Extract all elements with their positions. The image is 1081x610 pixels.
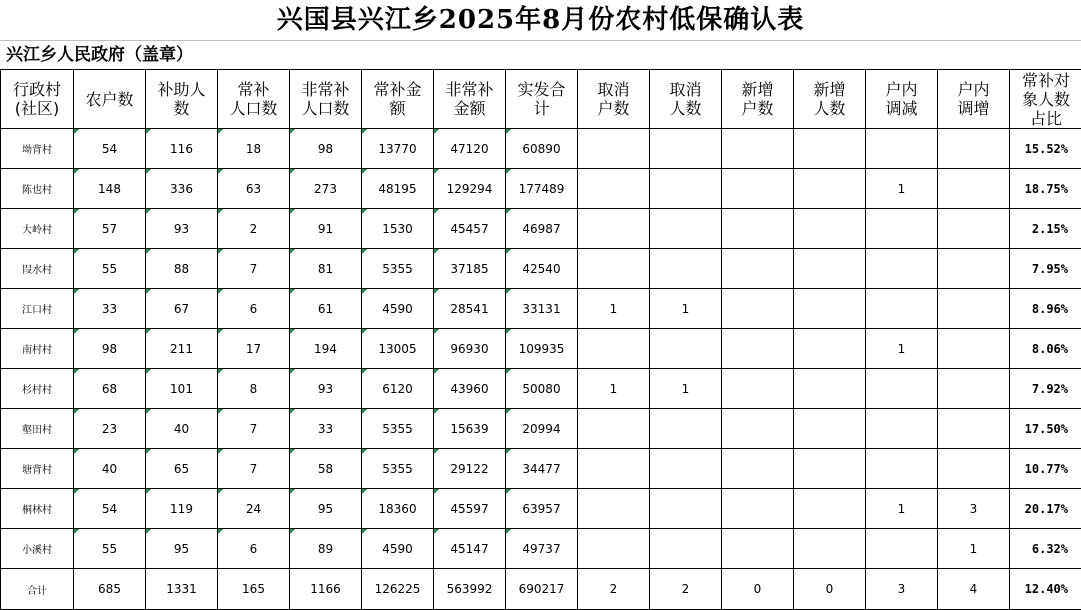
table-cell[interactable]: 690217 (506, 569, 578, 610)
table-cell[interactable]: 98 (74, 329, 146, 369)
table-cell[interactable]: 61 (290, 289, 362, 329)
table-cell[interactable]: 57 (74, 209, 146, 249)
ratio-cell[interactable]: 15.52% (1010, 129, 1081, 169)
table-cell[interactable] (866, 249, 938, 289)
total-label[interactable]: 合计 (1, 569, 74, 610)
table-cell[interactable]: 33 (74, 289, 146, 329)
table-cell[interactable] (650, 249, 722, 289)
table-cell[interactable] (722, 129, 794, 169)
table-row (1, 449, 1081, 489)
table-cell[interactable]: 5355 (362, 409, 434, 449)
table-cell[interactable]: 148 (74, 169, 146, 209)
table-cell[interactable] (794, 449, 866, 489)
ratio-cell[interactable]: 17.50% (1010, 409, 1081, 449)
table-cell[interactable] (938, 209, 1010, 249)
table-cell[interactable]: 18 (218, 129, 290, 169)
table-cell[interactable]: 50080 (506, 369, 578, 409)
table-cell[interactable]: 45597 (434, 489, 506, 529)
table-cell[interactable]: 49737 (506, 529, 578, 569)
page-title: 兴国县兴江乡2025年8月份农村低保确认表 (0, 0, 1081, 41)
table-cell[interactable]: 2 (650, 569, 722, 610)
table-cell[interactable]: 13005 (362, 329, 434, 369)
table-cell[interactable]: 1 (578, 289, 650, 329)
table-cell[interactable]: 29122 (434, 449, 506, 489)
table-cell[interactable] (938, 409, 1010, 449)
table-cell[interactable] (794, 249, 866, 289)
table-cell[interactable] (938, 249, 1010, 289)
village-name[interactable]: 坳背村 (1, 129, 74, 169)
table-row (1, 209, 1081, 249)
column-header[interactable]: 非常补 人口数 (290, 70, 362, 129)
column-header[interactable]: 非常补 金额 (434, 70, 506, 129)
table-cell[interactable] (650, 329, 722, 369)
column-header[interactable]: 户内 调减 (866, 70, 938, 129)
table-cell[interactable] (866, 529, 938, 569)
table-cell[interactable]: 563992 (434, 569, 506, 610)
table-cell[interactable]: 126225 (362, 569, 434, 610)
table-cell[interactable] (866, 369, 938, 409)
table-cell[interactable]: 54 (74, 129, 146, 169)
table-cell[interactable] (938, 289, 1010, 329)
table-cell[interactable] (866, 209, 938, 249)
ratio-cell[interactable]: 7.95% (1010, 249, 1081, 289)
table-cell[interactable]: 8 (218, 369, 290, 409)
table-cell[interactable]: 55 (74, 249, 146, 289)
table-cell[interactable]: 65 (146, 449, 218, 489)
table-cell[interactable]: 3 (866, 569, 938, 610)
table-cell[interactable]: 336 (146, 169, 218, 209)
table-cell[interactable] (650, 129, 722, 169)
table-cell[interactable] (722, 409, 794, 449)
village-name[interactable]: 桐林村 (1, 489, 74, 529)
table-cell[interactable]: 5355 (362, 249, 434, 289)
table-cell[interactable]: 81 (290, 249, 362, 289)
table-cell[interactable]: 47120 (434, 129, 506, 169)
ratio-cell[interactable]: 20.17% (1010, 489, 1081, 529)
table-cell[interactable]: 17 (218, 329, 290, 369)
table-cell[interactable]: 3 (938, 489, 1010, 529)
table-row (1, 129, 1081, 169)
column-header[interactable]: 行政村 (社区) (1, 70, 74, 129)
table-cell[interactable]: 98 (290, 129, 362, 169)
table-cell[interactable] (794, 489, 866, 529)
table-cell[interactable]: 4 (938, 569, 1010, 610)
table-cell[interactable] (722, 329, 794, 369)
ratio-cell[interactable]: 6.32% (1010, 529, 1081, 569)
table-cell[interactable]: 1 (866, 169, 938, 209)
ratio-cell[interactable]: 8.96% (1010, 289, 1081, 329)
table-cell[interactable]: 43960 (434, 369, 506, 409)
table-cell[interactable]: 273 (290, 169, 362, 209)
table-cell[interactable]: 37185 (434, 249, 506, 289)
table-cell[interactable] (650, 409, 722, 449)
table-cell[interactable]: 2 (578, 569, 650, 610)
table-cell[interactable]: 194 (290, 329, 362, 369)
table-cell[interactable] (650, 169, 722, 209)
table-cell[interactable]: 211 (146, 329, 218, 369)
table-cell[interactable]: 6 (218, 289, 290, 329)
table-cell[interactable]: 1 (650, 369, 722, 409)
table-cell[interactable]: 1 (866, 489, 938, 529)
table-row (1, 489, 1081, 529)
table-cell[interactable]: 48195 (362, 169, 434, 209)
village-name[interactable]: 南村村 (1, 329, 74, 369)
table-cell[interactable]: 45147 (434, 529, 506, 569)
table-row (1, 409, 1081, 449)
table-cell[interactable] (794, 529, 866, 569)
table-cell[interactable]: 101 (146, 369, 218, 409)
table-cell[interactable] (578, 249, 650, 289)
table-cell[interactable] (722, 369, 794, 409)
column-header[interactable]: 实发合 计 (506, 70, 578, 129)
table-cell[interactable]: 0 (722, 569, 794, 610)
table-cell[interactable]: 165 (218, 569, 290, 610)
table-cell[interactable] (794, 409, 866, 449)
column-header[interactable]: 农户数 (74, 70, 146, 129)
table-cell[interactable] (578, 449, 650, 489)
table-cell[interactable] (866, 129, 938, 169)
table-cell[interactable]: 6120 (362, 369, 434, 409)
table-cell[interactable]: 116 (146, 129, 218, 169)
table-cell[interactable] (866, 289, 938, 329)
table-cell[interactable]: 7 (218, 449, 290, 489)
table-body (1, 129, 1081, 610)
table-cell[interactable] (722, 169, 794, 209)
column-header[interactable]: 取消 户数 (578, 70, 650, 129)
village-name[interactable]: 杉村村 (1, 369, 74, 409)
table-cell[interactable]: 1166 (290, 569, 362, 610)
table-cell[interactable]: 54 (74, 489, 146, 529)
village-name[interactable]: 小溪村 (1, 529, 74, 569)
table-cell[interactable]: 2 (218, 209, 290, 249)
table-cell[interactable]: 60890 (506, 129, 578, 169)
table-cell[interactable]: 1530 (362, 209, 434, 249)
table-cell[interactable] (938, 129, 1010, 169)
column-header[interactable]: 常补 人口数 (218, 70, 290, 129)
table-cell[interactable]: 67 (146, 289, 218, 329)
village-name[interactable]: 陈也村 (1, 169, 74, 209)
table-cell[interactable]: 1 (866, 329, 938, 369)
village-name[interactable]: 大岭村 (1, 209, 74, 249)
table-cell[interactable]: 1 (650, 289, 722, 329)
table-cell[interactable]: 42540 (506, 249, 578, 289)
ratio-cell[interactable]: 2.15% (1010, 209, 1081, 249)
table-cell[interactable] (938, 169, 1010, 209)
table-cell[interactable]: 1331 (146, 569, 218, 610)
column-header[interactable]: 补助人 数 (146, 70, 218, 129)
table-cell[interactable] (722, 209, 794, 249)
table-cell[interactable]: 28541 (434, 289, 506, 329)
ratio-cell[interactable]: 8.06% (1010, 329, 1081, 369)
table-cell[interactable]: 129294 (434, 169, 506, 209)
table-cell[interactable] (650, 529, 722, 569)
table-cell[interactable] (866, 409, 938, 449)
table-cell[interactable]: 58 (290, 449, 362, 489)
ratio-cell[interactable]: 10.77% (1010, 449, 1081, 489)
table-cell[interactable] (938, 329, 1010, 369)
column-header[interactable]: 取消 人数 (650, 70, 722, 129)
table-cell[interactable]: 95 (146, 529, 218, 569)
table-cell[interactable] (578, 489, 650, 529)
table-cell[interactable] (938, 369, 1010, 409)
table-cell[interactable]: 7 (218, 249, 290, 289)
ratio-cell[interactable]: 12.40% (1010, 569, 1081, 610)
column-header[interactable]: 常补金 额 (362, 70, 434, 129)
table-cell[interactable] (794, 329, 866, 369)
table-row (1, 289, 1081, 329)
table-cell[interactable] (722, 289, 794, 329)
table-cell[interactable]: 33 (290, 409, 362, 449)
table-cell[interactable]: 119 (146, 489, 218, 529)
table-cell[interactable]: 45457 (434, 209, 506, 249)
table-cell[interactable] (722, 449, 794, 489)
table-cell[interactable]: 91 (290, 209, 362, 249)
table-cell[interactable]: 33131 (506, 289, 578, 329)
table-cell[interactable] (578, 529, 650, 569)
issuer-line: 兴江乡人民政府（盖章） (6, 45, 193, 65)
table-cell[interactable]: 7 (218, 409, 290, 449)
village-name[interactable]: 塘背村 (1, 449, 74, 489)
village-name[interactable]: 江口村 (1, 289, 74, 329)
table-cell[interactable] (650, 489, 722, 529)
column-header[interactable]: 新增 户数 (722, 70, 794, 129)
table-cell[interactable]: 0 (794, 569, 866, 610)
table-cell[interactable]: 24 (218, 489, 290, 529)
table-cell[interactable] (578, 409, 650, 449)
table-row (1, 169, 1081, 209)
table-cell[interactable] (938, 449, 1010, 489)
table-cell[interactable] (794, 209, 866, 249)
table-cell[interactable]: 93 (290, 369, 362, 409)
table-cell[interactable] (794, 369, 866, 409)
table-cell[interactable]: 23 (74, 409, 146, 449)
table-cell[interactable]: 68 (74, 369, 146, 409)
table-cell[interactable]: 109935 (506, 329, 578, 369)
table-cell[interactable]: 13770 (362, 129, 434, 169)
table-cell[interactable]: 89 (290, 529, 362, 569)
header-row (1, 70, 1081, 129)
table-cell[interactable]: 1 (938, 529, 1010, 569)
table-cell[interactable] (578, 329, 650, 369)
table-cell[interactable]: 6 (218, 529, 290, 569)
table-cell[interactable]: 95 (290, 489, 362, 529)
table-cell[interactable] (794, 169, 866, 209)
table-cell[interactable] (578, 169, 650, 209)
table-cell[interactable]: 40 (146, 409, 218, 449)
table-cell[interactable]: 177489 (506, 169, 578, 209)
table-cell[interactable] (722, 489, 794, 529)
table-cell[interactable]: 34477 (506, 449, 578, 489)
table-row (1, 249, 1081, 289)
confirmation-table (0, 69, 1081, 610)
table-cell[interactable]: 63 (218, 169, 290, 209)
table-cell[interactable]: 93 (146, 209, 218, 249)
table-cell[interactable]: 96930 (434, 329, 506, 369)
village-name[interactable]: 叚水村 (1, 249, 74, 289)
table-cell[interactable] (722, 249, 794, 289)
table-cell[interactable]: 4590 (362, 529, 434, 569)
table-cell[interactable]: 4590 (362, 289, 434, 329)
table-cell[interactable]: 20994 (506, 409, 578, 449)
village-name[interactable]: 壑田村 (1, 409, 74, 449)
table-cell[interactable] (650, 449, 722, 489)
table-row (1, 529, 1081, 569)
table-cell[interactable]: 88 (146, 249, 218, 289)
ratio-cell[interactable]: 7.92% (1010, 369, 1081, 409)
table-cell[interactable] (578, 209, 650, 249)
table-cell[interactable] (578, 129, 650, 169)
total-row (1, 569, 1081, 610)
table-cell[interactable]: 5355 (362, 449, 434, 489)
table-cell[interactable]: 55 (74, 529, 146, 569)
table-row (1, 329, 1081, 369)
table-cell[interactable] (794, 289, 866, 329)
column-header[interactable]: 户内 调增 (938, 70, 1010, 129)
table-cell[interactable] (650, 209, 722, 249)
table-cell[interactable]: 63957 (506, 489, 578, 529)
ratio-cell[interactable]: 18.75% (1010, 169, 1081, 209)
table-cell[interactable] (722, 529, 794, 569)
table-cell[interactable] (866, 449, 938, 489)
table-cell[interactable]: 46987 (506, 209, 578, 249)
table-cell[interactable]: 40 (74, 449, 146, 489)
table-cell[interactable]: 18360 (362, 489, 434, 529)
table-cell[interactable] (794, 129, 866, 169)
table-row (1, 369, 1081, 409)
column-header[interactable]: 新增 人数 (794, 70, 866, 129)
table-cell[interactable]: 15639 (434, 409, 506, 449)
table-cell[interactable]: 685 (74, 569, 146, 610)
table-cell[interactable]: 1 (578, 369, 650, 409)
column-header[interactable]: 常补对 象人数 占比 (1010, 70, 1081, 129)
